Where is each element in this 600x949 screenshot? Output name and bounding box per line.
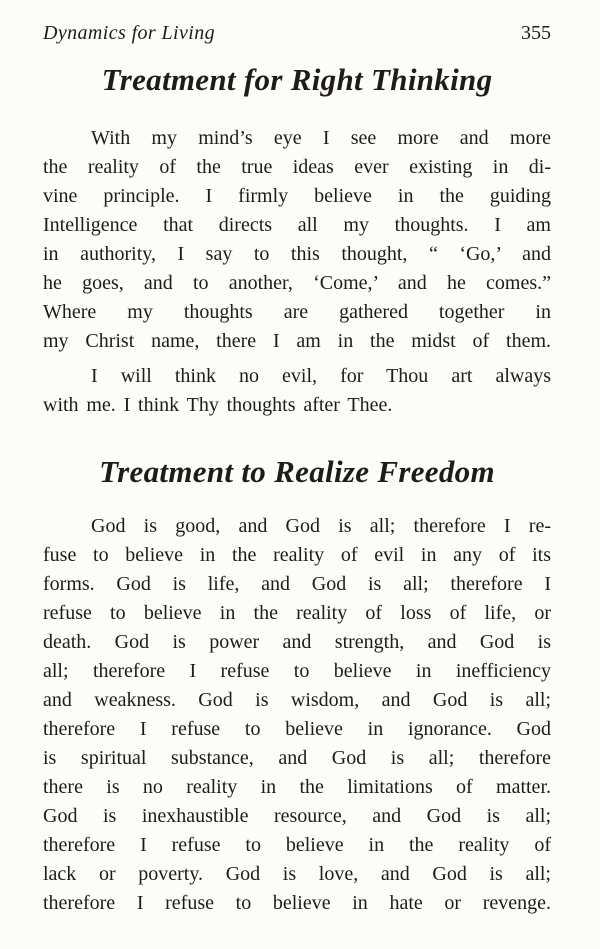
text-line: fuse to believe in the reality of evil in any of its bbox=[43, 544, 551, 566]
text-line: in authority, I say to this thought, “ ‘Go,’ and bbox=[43, 243, 551, 265]
text-line: vine principle. I firmly believe in the guiding bbox=[43, 185, 551, 207]
text-line: with me. I think Thy thoughts after Thee. bbox=[43, 394, 393, 416]
text-line: death. God is power and strength, and God is bbox=[43, 631, 551, 653]
page-number: 355 bbox=[521, 22, 551, 44]
text-line: my Christ name, there I am in the midst of them. bbox=[43, 330, 551, 352]
text-line: refuse to believe in the reality of loss of life, or bbox=[43, 602, 551, 624]
section-heading-right-thinking: Treatment for Right Thinking bbox=[101, 62, 493, 97]
text-line: all; therefore I refuse to believe in inefficiency bbox=[43, 660, 551, 682]
text-line: forms. God is life, and God is all; therefore I bbox=[43, 573, 551, 595]
text-line: is spiritual substance, and God is all; therefore bbox=[43, 747, 551, 769]
paragraph bbox=[43, 512, 551, 918]
text-line: With my mind’s eye I see more and more bbox=[91, 127, 551, 149]
text-line: the reality of the true ideas ever existing in di- bbox=[43, 156, 551, 178]
text-line: God is good, and God is all; therefore I re- bbox=[91, 515, 551, 537]
text-line: he goes, and to another, ‘Come,’ and he comes.” bbox=[43, 272, 551, 294]
text-line: lack or poverty. God is love, and God is all; bbox=[43, 863, 551, 885]
text-line: God is inexhaustible resource, and God is all; bbox=[43, 805, 551, 827]
text-line: and weakness. God is wisdom, and God is all; bbox=[43, 689, 551, 711]
text-line: Intelligence that directs all my thoughts. I am bbox=[43, 214, 551, 236]
text-line: therefore I refuse to believe in hate or revenge. bbox=[43, 892, 551, 914]
section-heading-realize-freedom: Treatment to Realize Freedom bbox=[99, 454, 495, 489]
text-line: therefore I refuse to believe in the reality of bbox=[43, 834, 551, 856]
paragraph bbox=[43, 362, 551, 420]
text-line: there is no reality in the limitations of matter. bbox=[43, 776, 551, 798]
text-line: I will think no evil, for Thou art always bbox=[91, 365, 551, 387]
running-head bbox=[43, 20, 551, 46]
text-line: therefore I refuse to believe in ignorance. God bbox=[43, 718, 551, 740]
paragraph bbox=[43, 124, 551, 356]
text-line: Where my thoughts are gathered together in bbox=[43, 301, 551, 323]
running-head-title: Dynamics for Living bbox=[43, 22, 216, 44]
